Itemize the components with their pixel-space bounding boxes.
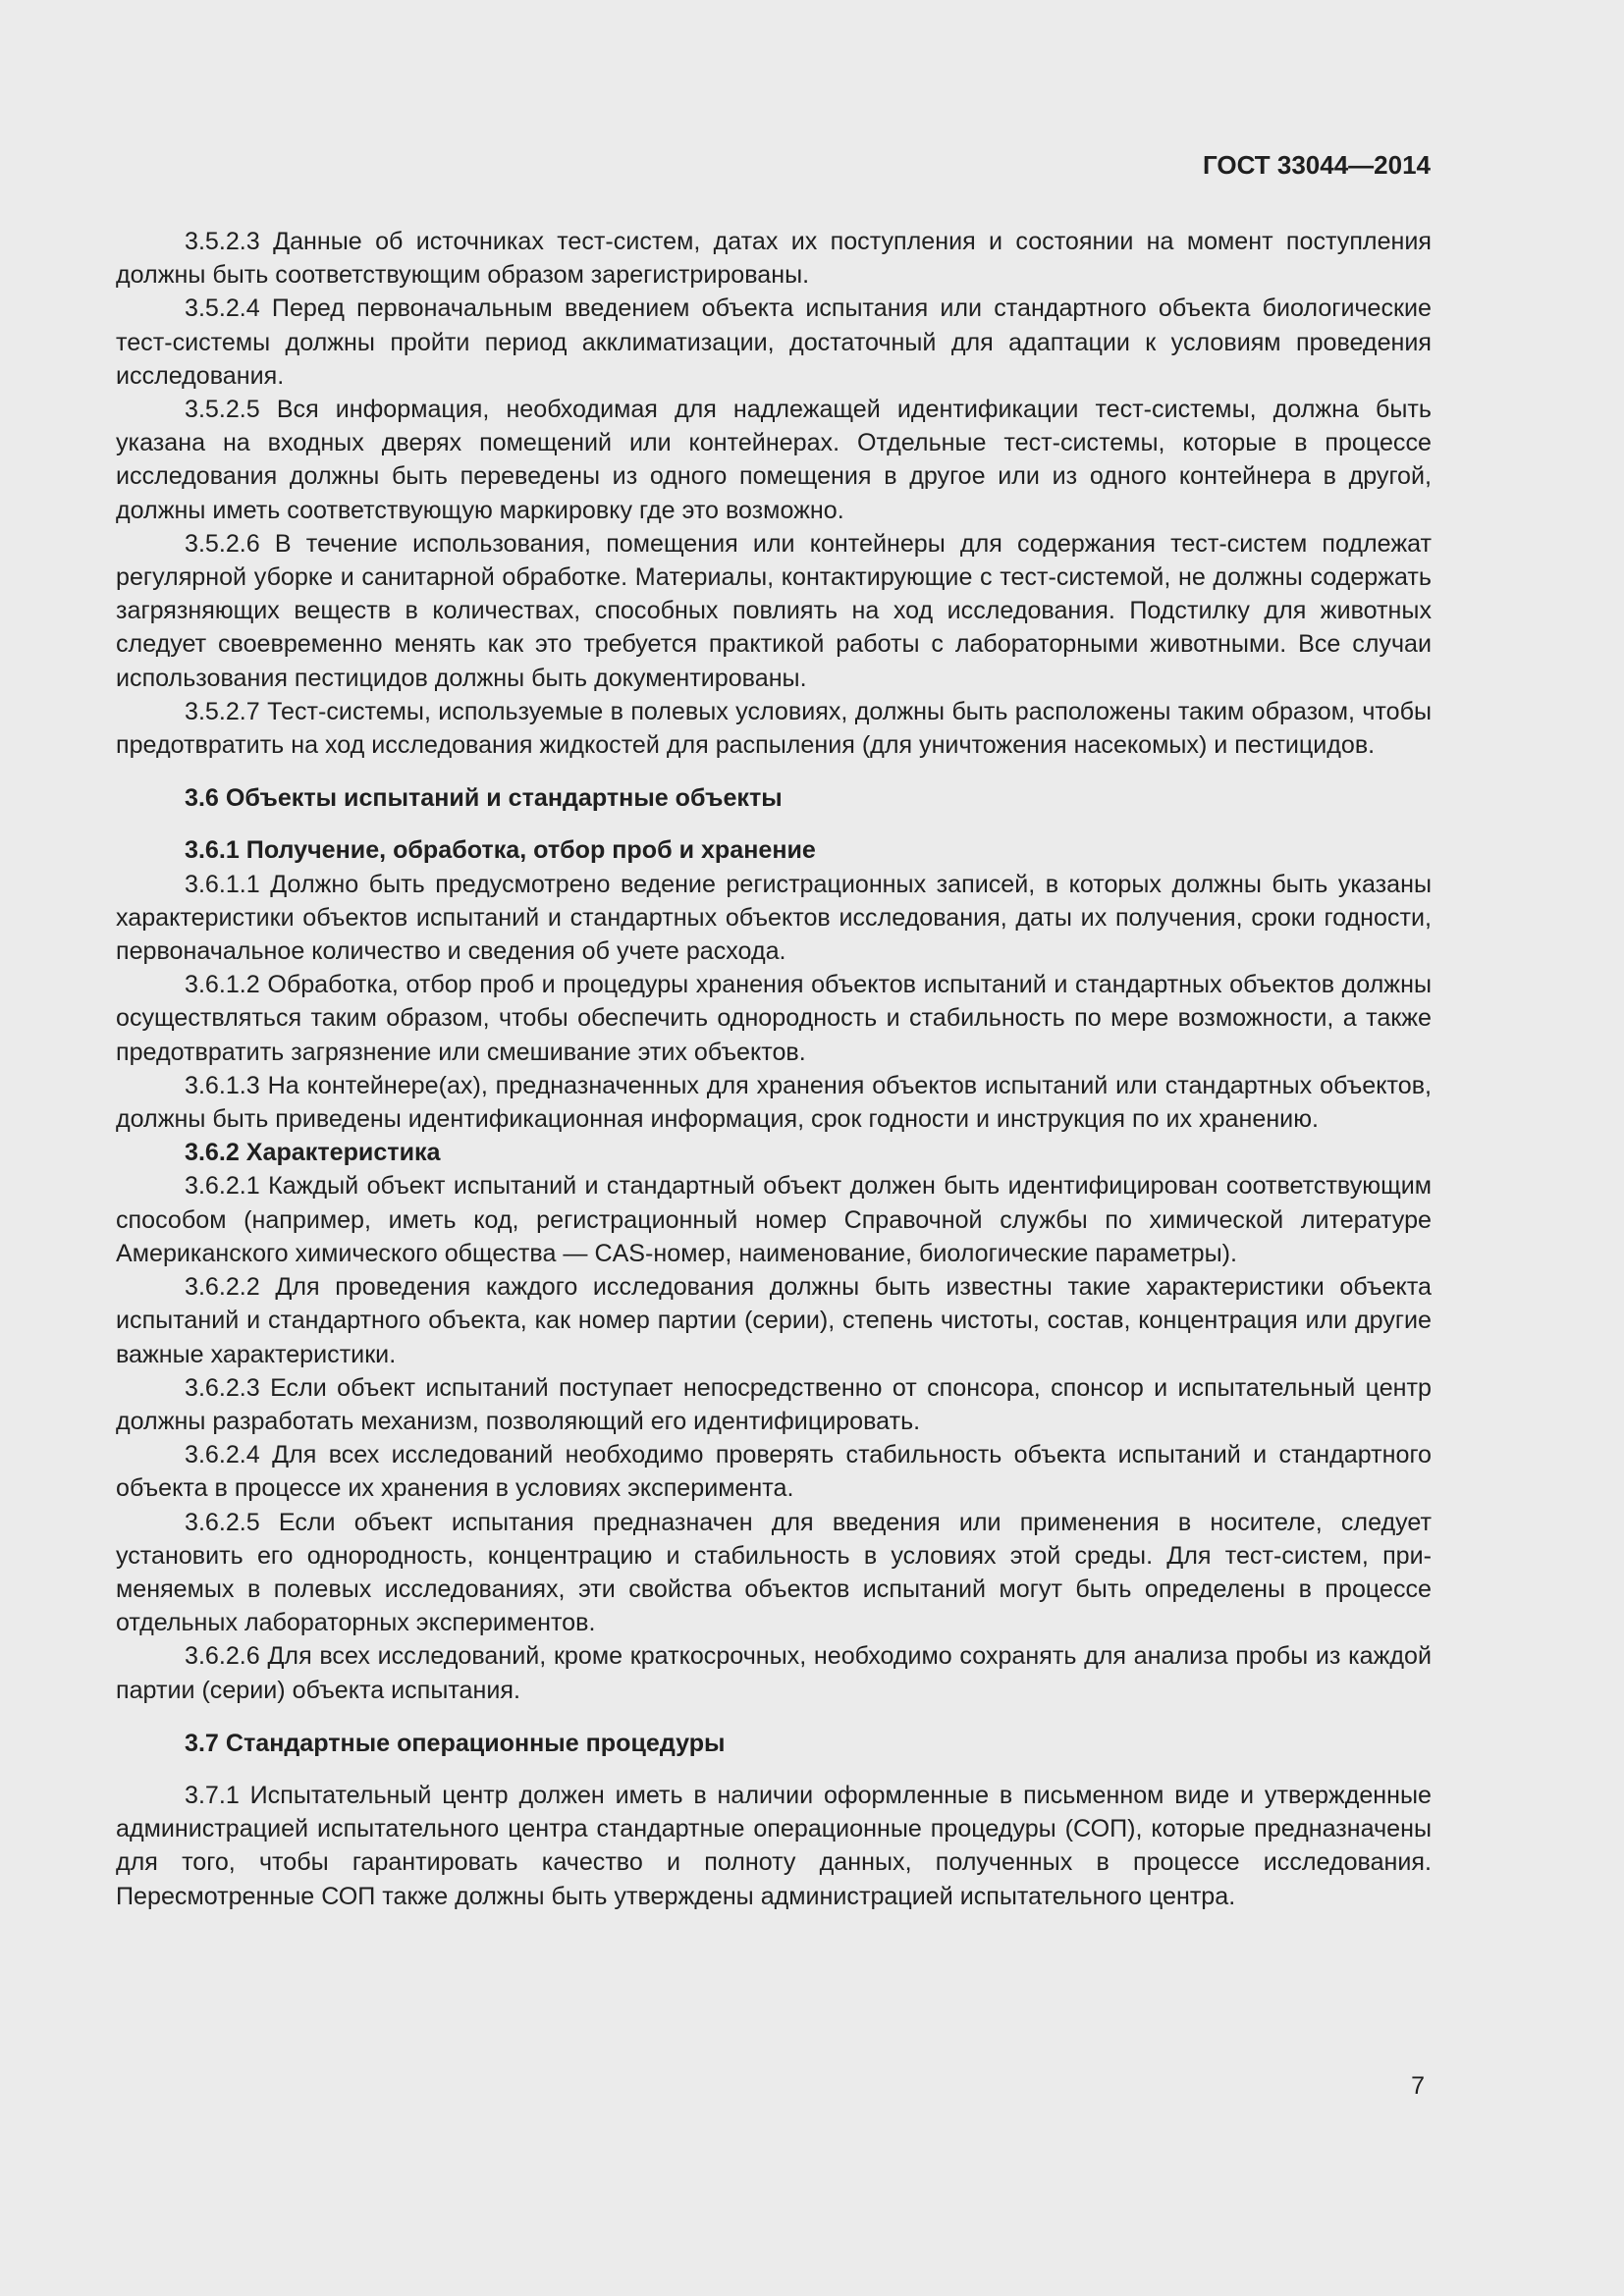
paragraph-3-5-2-3: 3.5.2.3 Данные об источниках тест-систем, датах их поступления и состоянии на момент поступления должны быть соответствующим образом зарегистрированы. bbox=[116, 228, 1432, 290]
paragraph-3-5-2-4: 3.5.2.4 Перед первоначальным введением объекта испытания или стандартного объекта биологические тест-системы должны пройти период акклиматизации, достаточный для адаптации к условиям проведения исследования. bbox=[116, 294, 1432, 390]
paragraph-3-6-2-3: 3.6.2.3 Если объект испытаний поступает непосредственно от спонсора, спонсор и испытательный центр должны разработать механизм, позволяющий его идентифицировать. bbox=[116, 1373, 1432, 1435]
paragraph-3-5-2-5: 3.5.2.5 Вся информация, необходимая для надлежащей идентификации тест-системы, должна быть указана на входных дверях помещений или контейнерах. Отдельные тест-системы, которые в процессе исследования должны быть переведены из одного помещения в другое или из одного контейнера в другой, должны иметь соответствующую маркировку где это возможно. bbox=[116, 396, 1432, 524]
page-number: 7 bbox=[1411, 2072, 1425, 2100]
subsection-heading-3-6-1: 3.6.1 Получение, обработка, отбор проб и хранение bbox=[185, 836, 816, 865]
paragraph-3-6-2-4: 3.6.2.4 Для всех исследований необходимо проверять стабильность объекта испытаний и стандартного объекта в процессе их хранения в условиях эксперимента. bbox=[116, 1441, 1432, 1503]
paragraph-3-6-1-2: 3.6.1.2 Обработка, отбор проб и процедуры хранения объектов испытаний и стандартных объектов должны осуществляться таким образом, чтобы обеспечить однородность и стабильность по мере возможности, а также предотвратить загрязнение или смешивание этих объектов. bbox=[116, 971, 1432, 1066]
paragraph-3-7-1: 3.7.1 Испытательный центр должен иметь в наличии оформленные в письменном виде и утвержденные администрацией испытательного центра стандартные операционные процедуры (СОП), которые предназначены для того, чтобы гарантировать качество и полноту данных, полученных в процессе исследования. Пересмотренные СОП также должны быть утверждены администрацией испытательного центра. bbox=[116, 1781, 1432, 1910]
paragraph-3-6-2-2: 3.6.2.2 Для проведения каждого исследования должны быть известны такие характеристики объекта испытаний и стандартного объекта, как номер партии (серии), степень чистоты, состав, концентрация или другие важные характеристики. bbox=[116, 1273, 1432, 1368]
paragraph-3-6-2-6: 3.6.2.6 Для всех исследований, кроме краткосрочных, необходимо сохранять для анализа пробы из каждой партии (серии) объекта испытания. bbox=[116, 1642, 1432, 1704]
paragraph-3-6-1-3: 3.6.1.3 На контейнере(ах), предназначенных для хранения объектов испытаний или стандартных объектов, должны быть приведены идентификационная информация, срок годности и инструкция по их хранению. bbox=[116, 1071, 1432, 1134]
paragraph-3-6-1-1: 3.6.1.1 Должно быть предусмотрено ведение регистрационных записей, в которых должны быть указаны характеристики объектов испытаний и стандартных объектов исследования, даты их получения, сроки годности, первоначальное количество и сведения об учете расхода. bbox=[116, 870, 1432, 966]
document-body bbox=[116, 225, 1432, 1913]
subsection-heading-3-6-2: 3.6.2 Характеристика bbox=[185, 1139, 441, 1167]
section-heading-3-6: 3.6 Объекты испытаний и стандартные объекты bbox=[185, 784, 783, 813]
section-heading-3-7: 3.7 Стандартные операционные процедуры bbox=[185, 1729, 726, 1757]
document-code-header: ГОСТ 33044—2014 bbox=[1203, 150, 1431, 180]
paragraph-3-6-2-5: 3.6.2.5 Если объект испытания предназначен для введения или применения в носителе, следует установить его однородность, концентрацию и стабильность в условиях этой среды. Для тест-систем, применяемых в полевых исследованиях, эти свойства объектов испытаний могут быть определены в процессе отдельных лабораторных экспериментов. bbox=[116, 1508, 1432, 1637]
paragraph-3-5-2-6: 3.5.2.6 В течение использования, помещения или контейнеры для содержания тест-систем подлежат регулярной уборке и санитарной обработке. Материалы, контактирующие с тест-системой, не должны содержать загрязняющих веществ в количествах, способных повлиять на ход исследования. Подстилку для животных следует своевременно менять как это требуется практикой работы с лабораторными животными. Все случаи использования пестицидов должны быть документированы. bbox=[116, 529, 1432, 692]
paragraph-3-6-2-1: 3.6.2.1 Каждый объект испытаний и стандартный объект должен быть идентифицирован соответствующим способом (например, иметь код, регистрационный номер Справочной службы по химической литературе Американского химического общества — CAS-номер, наименование, биологические параметры). bbox=[116, 1172, 1432, 1267]
paragraph-3-5-2-7: 3.5.2.7 Тест-системы, используемые в полевых условиях, должны быть расположены таким образом, чтобы предотвратить на ход исследования жидкостей для распыления (для уничтожения насекомых) и пестицидов. bbox=[116, 697, 1432, 760]
